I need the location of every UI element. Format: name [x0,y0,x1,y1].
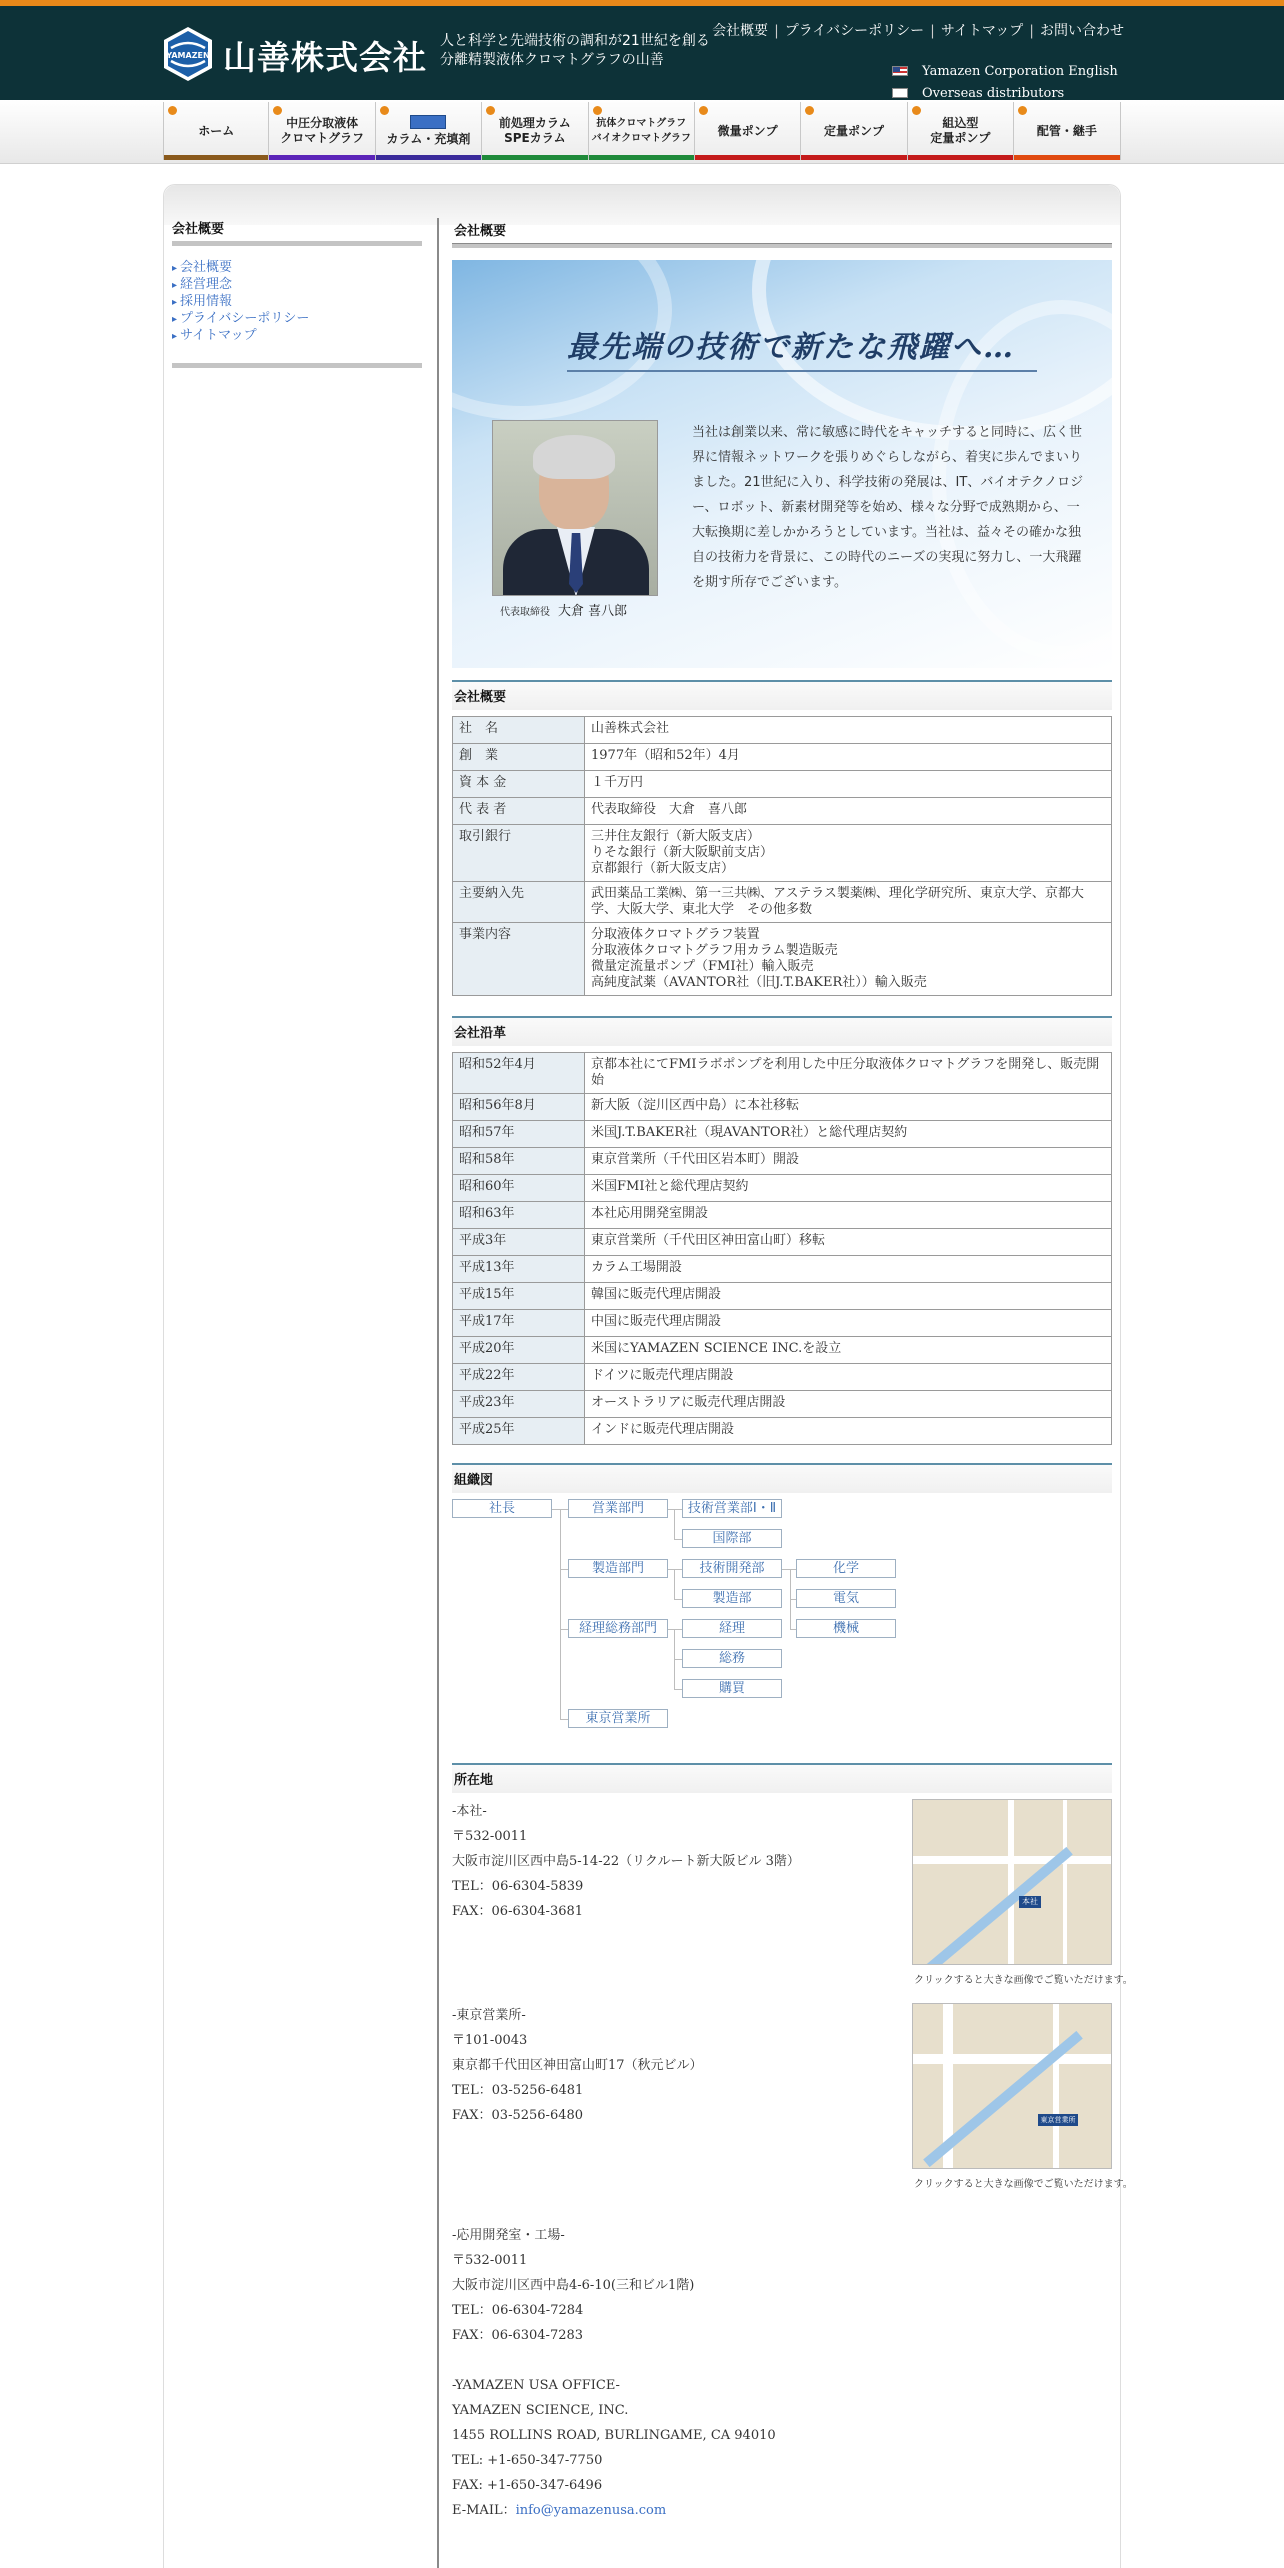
sidebar-item-privacy[interactable]: ▸ プライバシーポリシー [172,311,422,328]
toplink-contact[interactable]: お問い合わせ [1040,23,1124,39]
location-heading: 所在地 [452,1763,1112,1793]
history-year: 昭和60年 [453,1175,585,1202]
nav-label-2: カラム・充填剤 [386,132,471,146]
history-year: 昭和57年 [453,1121,585,1148]
locations [452,1793,1133,2518]
dot-icon [1018,106,1027,115]
nav-color-bar [589,155,694,160]
map-road [1063,1800,1067,1965]
history-year: 昭和58年 [453,1148,585,1175]
org-sales: 営業部門 [568,1499,668,1518]
site-header [0,0,1284,100]
address-line: 大阪市淀川区西中島4-6-10(三和ビル1階) [452,2278,695,2293]
org-connector [674,1509,675,1539]
org-connector [674,1599,682,1600]
address-line: YAMAZEN SCIENCE, INC. [452,2403,629,2418]
sidebar-title: 会社概要 [172,218,422,246]
history-row [453,1202,1112,1229]
toplink-sitemap[interactable]: サイトマップ [940,23,1024,39]
tagline [440,32,710,70]
overview-row [453,771,1112,798]
nav-label: 中圧分取液体 [286,116,359,130]
separator: | [1029,23,1034,39]
toplink-privacy[interactable]: プライバシーポリシー [784,23,925,39]
dot-icon [699,106,708,115]
history-row [453,1418,1112,1445]
org-connector [674,1659,682,1660]
org-machinery: 機械 [796,1619,896,1638]
distributors-link-label: Overseas distributors [922,85,1065,101]
overview-value: 山善株式会社 [585,717,1112,744]
history-event: 中国に販売代理店開設 [585,1310,1112,1337]
overview-row [453,825,1112,882]
org-manufacturing: 製造部門 [568,1559,668,1578]
org-tech-dev: 技術開発部 [682,1559,782,1578]
org-electrical: 電気 [796,1589,896,1608]
sidebar-menu [172,260,422,345]
history-year: 平成23年 [453,1391,585,1418]
overview-value: 1977年（昭和52年）4月 [585,744,1112,771]
international-links [892,60,1118,104]
nav-color-bar [695,155,800,160]
separator: | [774,23,779,39]
greeting-hero [452,260,1112,668]
nav-label: 微量ポンプ [717,123,778,138]
nav-label: 抗体クロマトグラフ [596,118,687,129]
hero-title: 最先端の技術で新たな飛躍へ… [567,322,1037,372]
overview-table [452,716,1112,996]
map-caption: クリックすると大きな画像でご覧いただけます。 [914,2179,1133,2190]
nav-label-2: バイオクロマトグラフ [591,133,691,144]
history-row [453,1283,1112,1310]
globe-icon [892,88,908,98]
title-underline [452,244,1112,248]
address-line: -YAMAZEN USA OFFICE- [452,2378,620,2393]
address-line: -東京営業所- [452,2008,526,2023]
history-year: 昭和52年4月 [453,1053,585,1094]
address-line: 東京都千代田区神田富山町17（秋元ビル） [452,2058,703,2073]
nav-label: 組込型 [942,116,979,130]
sidebar-item-philosophy[interactable]: ▸ 経営理念 [172,277,422,294]
overview-label: 社 名 [453,717,585,744]
overview-value: 代表取締役 大倉 喜八郎 [585,798,1112,825]
address-line: 〒532-0011 [452,1829,528,1844]
nav-color-bar [801,155,906,160]
org-tech-sales: 技術営業部Ⅰ・Ⅱ [682,1499,782,1518]
history-event: インドに販売代理店開設 [585,1418,1112,1445]
company-logo[interactable] [163,22,438,84]
overview-label: 資 本 金 [453,771,585,798]
sidebar-item-sitemap[interactable]: ▸ サイトマップ [172,328,422,345]
tokyo-map[interactable] [912,2003,1112,2169]
english-link[interactable] [892,60,1118,82]
sidebar [172,218,422,368]
tagline-line-2: 分離精製液体クロマトグラフの山善 [440,52,664,68]
history-year: 平成17年 [453,1310,585,1337]
ceo-name: 大倉 喜八郎 [558,604,628,619]
history-row [453,1391,1112,1418]
separator: | [930,23,935,39]
nav-item-metering-pump[interactable] [801,102,907,160]
address-line: TEL：03-5256-6481 [452,2083,584,2098]
history-row [453,1148,1112,1175]
address-line: TEL: +1-650-347-7750 [452,2453,603,2468]
history-event: 韓国に販売代理店開設 [585,1283,1112,1310]
dot-icon [168,106,177,115]
history-event: 東京営業所（千代田区岩本町）開設 [585,1148,1112,1175]
history-row [453,1121,1112,1148]
history-event: 本社応用開発室開設 [585,1202,1112,1229]
dot-icon [486,106,495,115]
address-line: 〒532-0011 [452,2253,528,2268]
history-year: 平成22年 [453,1364,585,1391]
org-connector [782,1569,796,1570]
history-row [453,1364,1112,1391]
address-line: FAX：06-6304-7283 [452,2328,584,2343]
email-label: E-MAIL： [452,2503,516,2518]
history-row [453,1175,1112,1202]
history-row [453,1310,1112,1337]
email-link[interactable]: info@yamazenusa.com [515,2503,667,2518]
org-connector [668,1509,682,1510]
history-event: カラム工場開設 [585,1256,1112,1283]
toplink-company[interactable]: 会社概要 [712,23,769,39]
address-hq [452,1799,800,1924]
nav-color-bar [269,155,374,160]
dot-icon [805,106,814,115]
ceo-caption [500,600,627,619]
history-event: 京都本社にてFMIラボポンプを利用した中圧分取液体クロマトグラフを開発し、販売開始 [585,1053,1112,1094]
org-president: 社長 [452,1499,552,1518]
dot-icon [273,106,282,115]
nav-label: 前処理カラム [498,116,571,130]
history-event: 米国にYAMAZEN SCIENCE INC.を設立 [585,1337,1112,1364]
nav-item-micro-pump[interactable] [695,102,801,160]
history-row [453,1053,1112,1094]
english-link-label: Yamazen Corporation English [922,63,1118,79]
org-chart [452,1499,1112,1739]
overview-value: 武田薬品工業㈱、第一三共㈱、アステラス製薬㈱、理化学研究所、東京大学、京都大学、大阪大学、東北大学 その他多数 [585,882,1112,923]
us-flag-icon [892,66,908,76]
history-row [453,1337,1112,1364]
overview-label: 代 表 者 [453,798,585,825]
nav-item-spe[interactable] [482,102,588,160]
address-line: -応用開発室・工場- [452,2228,565,2243]
org-connector [674,1569,675,1599]
address-line: TEL：06-6304-7284 [452,2303,584,2318]
org-connector [668,1629,682,1630]
nav-label: 定量ポンプ [824,123,885,138]
overview-row [453,717,1112,744]
column-divider [437,218,439,2568]
dot-icon [380,106,389,115]
logo-badge-text: YAMAZEN [166,51,210,60]
history-year: 平成20年 [453,1337,585,1364]
overview-value: １千万円 [585,771,1112,798]
address-line: FAX：06-6304-3681 [452,1904,584,1919]
nav-label-2: 定量ポンプ [930,131,991,145]
tagline-line-1: 人と科学と先端技術の調和が21世紀を創る [440,33,710,49]
address-line: TEL：06-6304-5839 [452,1879,584,1894]
map-road [1053,2004,1059,2169]
overview-row [453,744,1112,771]
sidebar-item-recruit[interactable]: ▸ 採用情報 [172,294,422,311]
address-line: FAX: +1-650-347-6496 [452,2478,603,2493]
map-road [1008,1800,1014,1965]
ceo-photo [492,420,658,596]
org-connector [668,1569,682,1570]
dot-icon [912,106,921,115]
org-tokyo-office: 東京営業所 [568,1709,668,1728]
nav-item-bio[interactable] [589,102,695,160]
history-event: 東京営業所（千代田区神田富山町）移転 [585,1229,1112,1256]
history-year: 平成13年 [453,1256,585,1283]
address-line: -本社- [452,1804,487,1819]
address-lab [452,2223,694,2348]
map-river [913,1847,1073,1965]
dot-icon [593,106,602,115]
overview-value: 分取液体クロマトグラフ装置 分取液体クロマトグラフ用カラム製造販売 微量定流量ポンプ（FMI社）輸入販売 高純度試薬（AVANTOR社（旧J.T.BAKER社））輸入販売 [585,923,1112,996]
history-event: オーストラリアに販売代理店開設 [585,1391,1112,1418]
overview-label: 主要納入先 [453,882,585,923]
overview-heading: 会社概要 [452,680,1112,710]
top-links [712,20,1124,40]
sidebar-divider [172,363,422,368]
hq-map[interactable] [912,1799,1112,1965]
company-name: 山善株式会社 [223,38,427,77]
nav-item-fittings[interactable] [1014,102,1120,160]
org-production: 製造部 [682,1589,782,1608]
nav-item-prep-lc[interactable] [269,102,375,160]
main-content [452,218,1133,2518]
history-year: 昭和63年 [453,1202,585,1229]
history-event: ドイツに販売代理店開設 [585,1364,1112,1391]
email-line [452,2498,776,2523]
history-year: 平成3年 [453,1229,585,1256]
map-caption: クリックすると大きな画像でご覧いただけます。 [914,1975,1133,1986]
history-row [453,1256,1112,1283]
history-event: 米国J.T.BAKER社（現AVANTOR社）と総代理店契約 [585,1121,1112,1148]
nav-item-home[interactable] [163,102,269,160]
nav-item-columns[interactable] [376,102,482,160]
page-title: 会社概要 [452,218,1112,244]
address-line: 1455 ROLLINS ROAD, BURLINGAME, CA 94010 [452,2428,776,2443]
overview-value: 三井住友銀行（新大阪支店） りそな銀行（新大阪駅前支店） 京都銀行（新大阪支店） [585,825,1112,882]
address-line: 〒101-0043 [452,2033,528,2048]
nav-label-2: SPEカラム [504,131,566,145]
address-line: FAX：03-5256-6480 [452,2108,584,2123]
overview-label: 創 業 [453,744,585,771]
history-row [453,1094,1112,1121]
overview-row [453,798,1112,825]
history-event: 米国FMI社と総代理店契約 [585,1175,1112,1202]
nav-color-bar [376,155,481,160]
overview-row [453,882,1112,923]
nav-color-bar [164,155,268,160]
org-connector [674,1689,682,1690]
nav-item-oem-pump[interactable] [908,102,1014,160]
nav-label: ホーム [198,123,235,138]
address-line: 大阪市淀川区西中島5-14-22（リクルート新大阪ビル 3階） [452,1854,800,1869]
hq-marker: 本社 [1019,1896,1041,1908]
overview-label: 取引銀行 [453,825,585,882]
tokyo-marker: 東京営業所 [1038,2114,1078,2126]
history-heading: 会社沿革 [452,1016,1112,1046]
ceo-role: 代表取締役 [500,607,550,618]
history-event: 新大阪（淀川区西中島）に本社移転 [585,1094,1112,1121]
history-year: 平成25年 [453,1418,585,1445]
history-table [452,1052,1112,1445]
nav-label: 配管・継手 [1036,123,1097,138]
column-icon [410,115,446,129]
nav-label-2: クロマトグラフ [280,131,364,145]
ceo-hair [533,435,615,479]
main-nav [0,100,1284,164]
org-heading: 組織図 [452,1463,1112,1493]
sidebar-item-company[interactable]: ▸ 会社概要 [172,260,422,277]
org-international: 国際部 [682,1529,782,1548]
org-general-affairs: 総務 [682,1649,782,1668]
org-chemistry: 化学 [796,1559,896,1578]
org-admin: 経理総務部門 [568,1619,668,1638]
nav-color-bar [482,155,587,160]
history-year: 昭和56年8月 [453,1094,585,1121]
org-connector [674,1539,682,1540]
yamazen-logo-icon [163,26,213,82]
address-usa [452,2373,776,2523]
nav-color-bar [1014,155,1119,160]
greeting-text: 当社は創業以来、常に敏感に時代をキャッチすると同時に、広く世界に情報ネットワークを張りめぐらしながら、着実に歩んでまいりました。21世紀に入り、科学技術の発展は、IT、バイオテクノロジー、ロボット、新素材開発等を始め、様々な分野で成熟期から、一大転換期に差しかかろうとしています。当社は、益々その確かな独自の技術力を背景に、この時代のニーズの実現に努力し、一大飛躍を期す所存でございます。 [692,425,1084,590]
overview-row [453,923,1112,996]
nav-color-bar [908,155,1013,160]
org-connector [560,1509,561,1719]
address-tokyo [452,2003,703,2128]
overview-label: 事業内容 [453,923,585,996]
org-purchasing: 購買 [682,1679,782,1698]
org-accounting: 経理 [682,1619,782,1638]
history-year: 平成15年 [453,1283,585,1310]
history-row [453,1229,1112,1256]
